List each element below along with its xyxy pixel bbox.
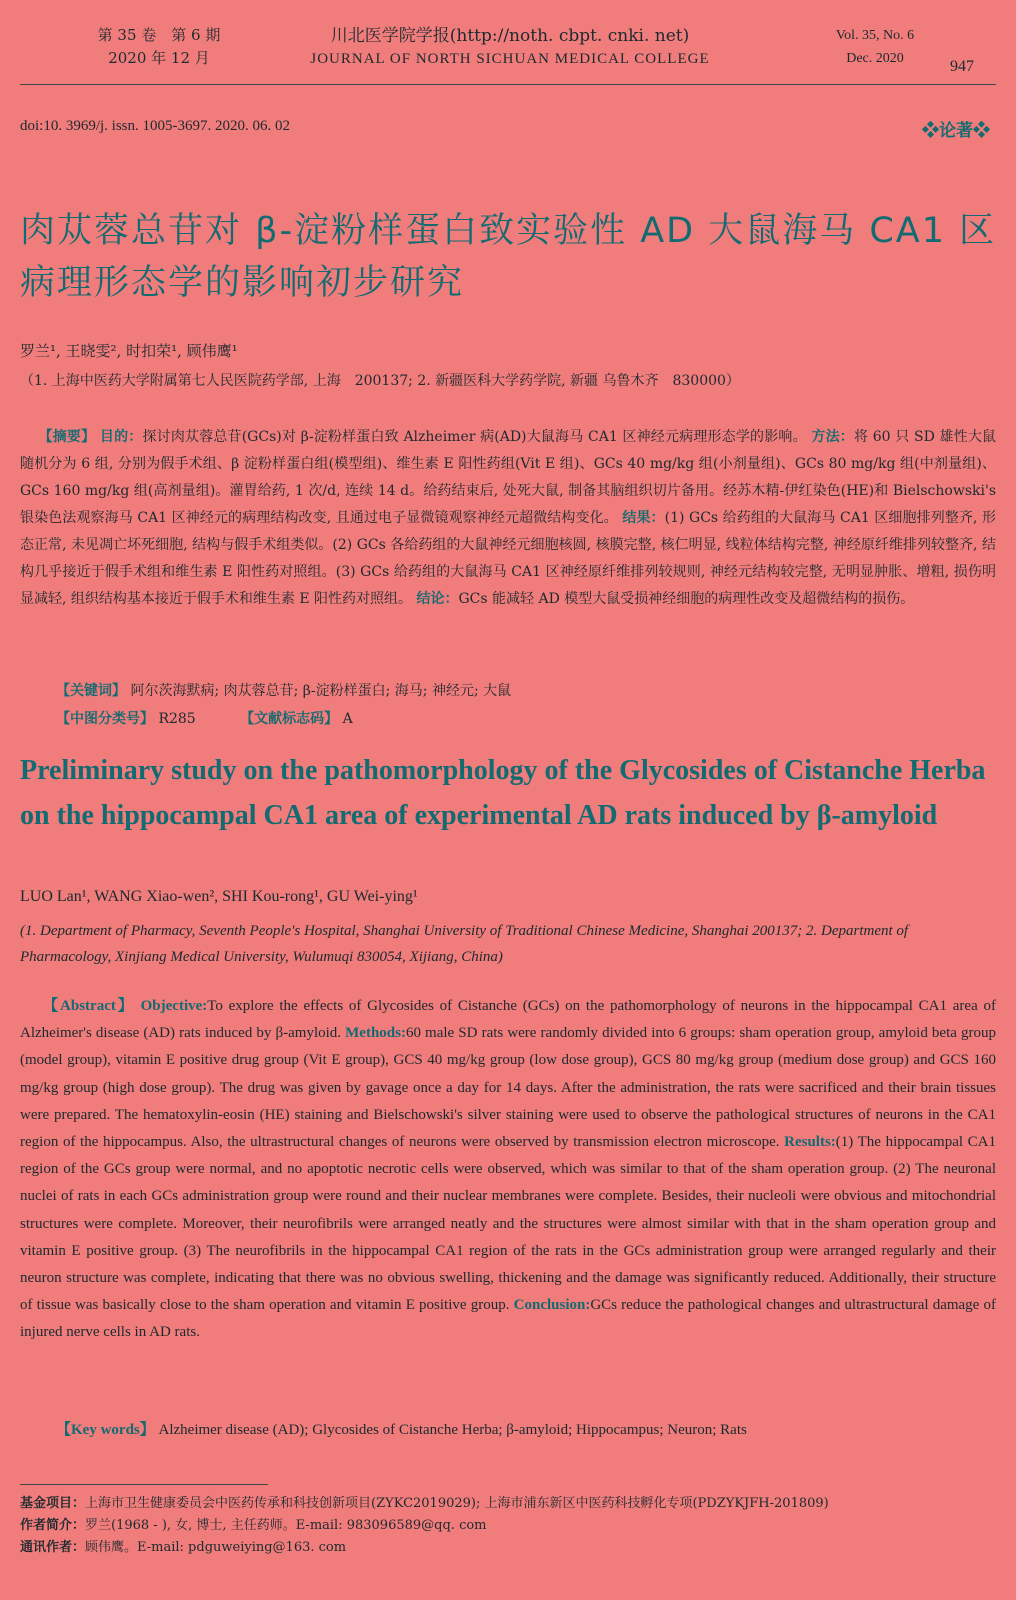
keywords-cn [56, 680, 511, 700]
journal-title-cn: 川北医学院学报(http://noth. cbpt. cnki. net) [330, 26, 690, 46]
conclusion-label-en: Conclusion: [513, 1297, 591, 1314]
footnote-corresponding [20, 1538, 996, 1558]
affiliation-cn: （1. 上海中医药大学附属第七人民医院药学部, 上海 200137; 2. 新疆医科大学药学院, 新疆 乌鲁木齐 830000） [20, 373, 740, 389]
footnote-rule [20, 1484, 268, 1485]
volume-cn: 第 35 卷 第 6 期 [97, 26, 221, 44]
running-header [0, 24, 1016, 84]
methods-label-en: Methods: [345, 1025, 406, 1042]
conclusion-en: GCs reduce the pathological changes and ultrastructural damage of injured nerve cells in AD rats. [20, 1297, 996, 1341]
objective-en: To explore the effects of Glycosides of Cistanche (GCs) on the pathomorphology of neurons in the hippocampal CA1 area of Alzheimer's disease (AD) rats induced by β-amyloid. [20, 998, 996, 1042]
abstract-label-en: 【Abstract】 [43, 998, 135, 1014]
keywords-label-cn: 【关键词】 [56, 683, 126, 699]
methods-cn: 将 60 只 SD 雄性大鼠随机分为 6 组, 分别为假手术组、β 淀粉样蛋白组(模型组)、维生素 E 阳性药组(Vit E 组)、GCs 40 mg/kg 组(小剂量组)、GCs 80 mg/kg 组(中剂量组)、GCs 160 mg/kg 组(高剂量组)。灌胃给药, 1 次/d, 连续 14 d。给药结束后, 处死大鼠, 制备其脑组织切片备用。经苏木精-伊红染色(HE)和 Bielschowski's 银染色法观察海马 CA1 区神经元的病理结构改变, 且通过电子显微镜观察神经元超微结构变化。 [20, 429, 997, 526]
results-label-en: Results: [784, 1134, 836, 1151]
abstract-en [20, 993, 996, 1347]
conclusion-label-cn: 结论： [416, 591, 459, 607]
fund-label: 基金项目： [20, 1496, 86, 1511]
results-en: (1) The hippocampal CA1 region of the GCs group were normal, and no apoptotic necrotic cells were observed, which was similar to that of the sham operation group. (2) The neuronal nuclei of rats in each GCs administration group were round and their nuclear membranes were complete. Besides, their nucleoli were obvious and mitochondrial structures were complete. Moreover, their neurofibrils were arranged neatly and the structures were almost similar with that in the sham operation group and vitamin E positive group. (3) The neurofibrils in the hippocampal CA1 region of the rats in the GCs administration group were arranged regularly and their neuron structure was complete, indicating that there was no obvious swelling, thickening and the damage was significantly reduced. Additionally, their structure of tissue was basically close to the sham operation and vitamin E positive group. [20, 1134, 997, 1314]
objective-cn: 探讨肉苁蓉总苷(GCs)对 β-淀粉样蛋白致 Alzheimer 病(AD)大鼠海马 CA1 区神经元病理形态学的影响。 [142, 429, 807, 445]
clc-label: 【中图分类号】 [56, 711, 154, 727]
author-bio-label: 作者简介： [20, 1518, 86, 1533]
authors-en: LUO Lan¹, WANG Xiao-wen², SHI Kou-rong¹, GU Wei-ying¹ [20, 888, 418, 905]
abstract-cn [20, 424, 996, 613]
fund-text: 上海市卫生健康委员会中医药传承和科技创新项目(ZYKC2019029); 上海市浦东新区中医药科技孵化专项(PDZYKJFH-201809) [85, 1496, 829, 1511]
footnote-fund [20, 1494, 996, 1514]
header-left [84, 24, 234, 70]
results-cn: (1) GCs 给药组的大鼠海马 CA1 区细胞排列整齐, 形态正常, 未见凋亡坏死细胞, 结构与假手术组类似。(2) GCs 各给药组的大鼠神经元细胞核圆, 核膜完整, 核仁明显, 线粒体结构完整, 神经原纤维排列较整齐, 结构几乎接近于假手术组和维生素 E 阳性药对照组。(3) GCs 给药组的大鼠海马 CA1 区神经原纤维排列较规则, 神经元结构较完整, 无明显肿胀、增粗, 损伤明显减轻, 组织结构基本接近于假手术和维生素 E 阳性药对照组。 [20, 510, 997, 607]
classification-cn [56, 708, 353, 728]
corresponding-text: 顾伟鹰。E-mail: pdguweiying@163. com [85, 1540, 347, 1555]
header-rule [20, 84, 996, 85]
journal-title-en: JOURNAL OF NORTH SICHUAN MEDICAL COLLEGE [310, 51, 710, 67]
date-en: Dec. 2020 [846, 51, 904, 66]
title-cn: 肉苁蓉总苷对 β-淀粉样蛋白致实验性 AD 大鼠海马 CA1 区病理形态学的影响初步研究 [20, 211, 997, 303]
methods-en: 60 male SD rats were randomly divided into 6 groups: sham operation group, amyloid beta group (model group), vitamin E positive drug group (Vit E group), GCS 40 mg/kg group (low dose group), GCS 80 mg/kg group (medium dose group) and GCS 160 mg/kg group (high dose group). The drug was given by gavage once a day for 14 days. After the administration, the rats were sacrificed and their brain tissues were prepared. The hematoxylin-eosin (HE) staining and Bielschowski's silver staining were used to observe the pathological structures of neurons in the CA1 region of the hippocampus. Also, the ultrastructural changes of neurons were observed by transmission electron microscope. [20, 1025, 996, 1151]
corresponding-label: 通讯作者： [20, 1540, 86, 1555]
volume-en: Vol. 35, No. 6 [835, 28, 915, 43]
keywords-label-en: 【Key words】 [56, 1422, 155, 1438]
objective-label-cn: 目的： [99, 429, 143, 445]
abstract-label-cn: 【摘要】 [38, 429, 96, 445]
keywords-text-cn: 阿尔茨海默病; 肉苁蓉总苷; β-淀粉样蛋白; 海马; 神经元; 大鼠 [130, 683, 512, 699]
affiliation-en: (1. Department of Pharmacy, Seventh People's Hospital, Shanghai University of Traditional Chinese Medicine, Shanghai 200137; 2. Department of Pharmacology, Xinjiang Medical University, Wulumuqi 830054, Xijiang, China) [20, 923, 909, 965]
footnote-author [20, 1516, 996, 1536]
doc-code-value: A [342, 711, 353, 727]
date-cn: 2020 年 12 月 [108, 49, 210, 67]
doi: doi:10. 3969/j. issn. 1005-3697. 2020. 06. 02 [20, 118, 291, 134]
header-center [260, 24, 760, 70]
authors-cn: 罗兰¹, 王晓雯², 时扣荣¹, 顾伟鹰¹ [20, 342, 238, 360]
title-en: Preliminary study on the pathomorphology of the Glycosides of Cistanche Herba on the hippocampal CA1 area of experimental AD rats induced by β-amyloid [20, 755, 986, 831]
doc-code-label: 【文献标志码】 [240, 711, 339, 727]
header-right [820, 24, 930, 70]
keywords-text-en: Alzheimer disease (AD); Glycosides of Cistanche Herba; β-amyloid; Hippocampus; Neuron; Rats [158, 1422, 747, 1438]
methods-label-cn: 方法： [811, 429, 854, 445]
objective-label-en: Objective: [140, 998, 208, 1014]
column-type: ❖论著❖ [922, 121, 990, 141]
page-number: 947 [950, 58, 974, 75]
conclusion-cn: GCs 能减轻 AD 模型大鼠受损神经细胞的病理性改变及超微结构的损伤。 [458, 591, 915, 607]
keywords-en [56, 1418, 747, 1439]
clc-value: R285 [158, 711, 196, 727]
author-bio-text: 罗兰(1968 - ), 女, 博士, 主任药师。E-mail: 983096589@qq. com [85, 1518, 487, 1533]
results-label-cn: 结果： [622, 510, 665, 526]
